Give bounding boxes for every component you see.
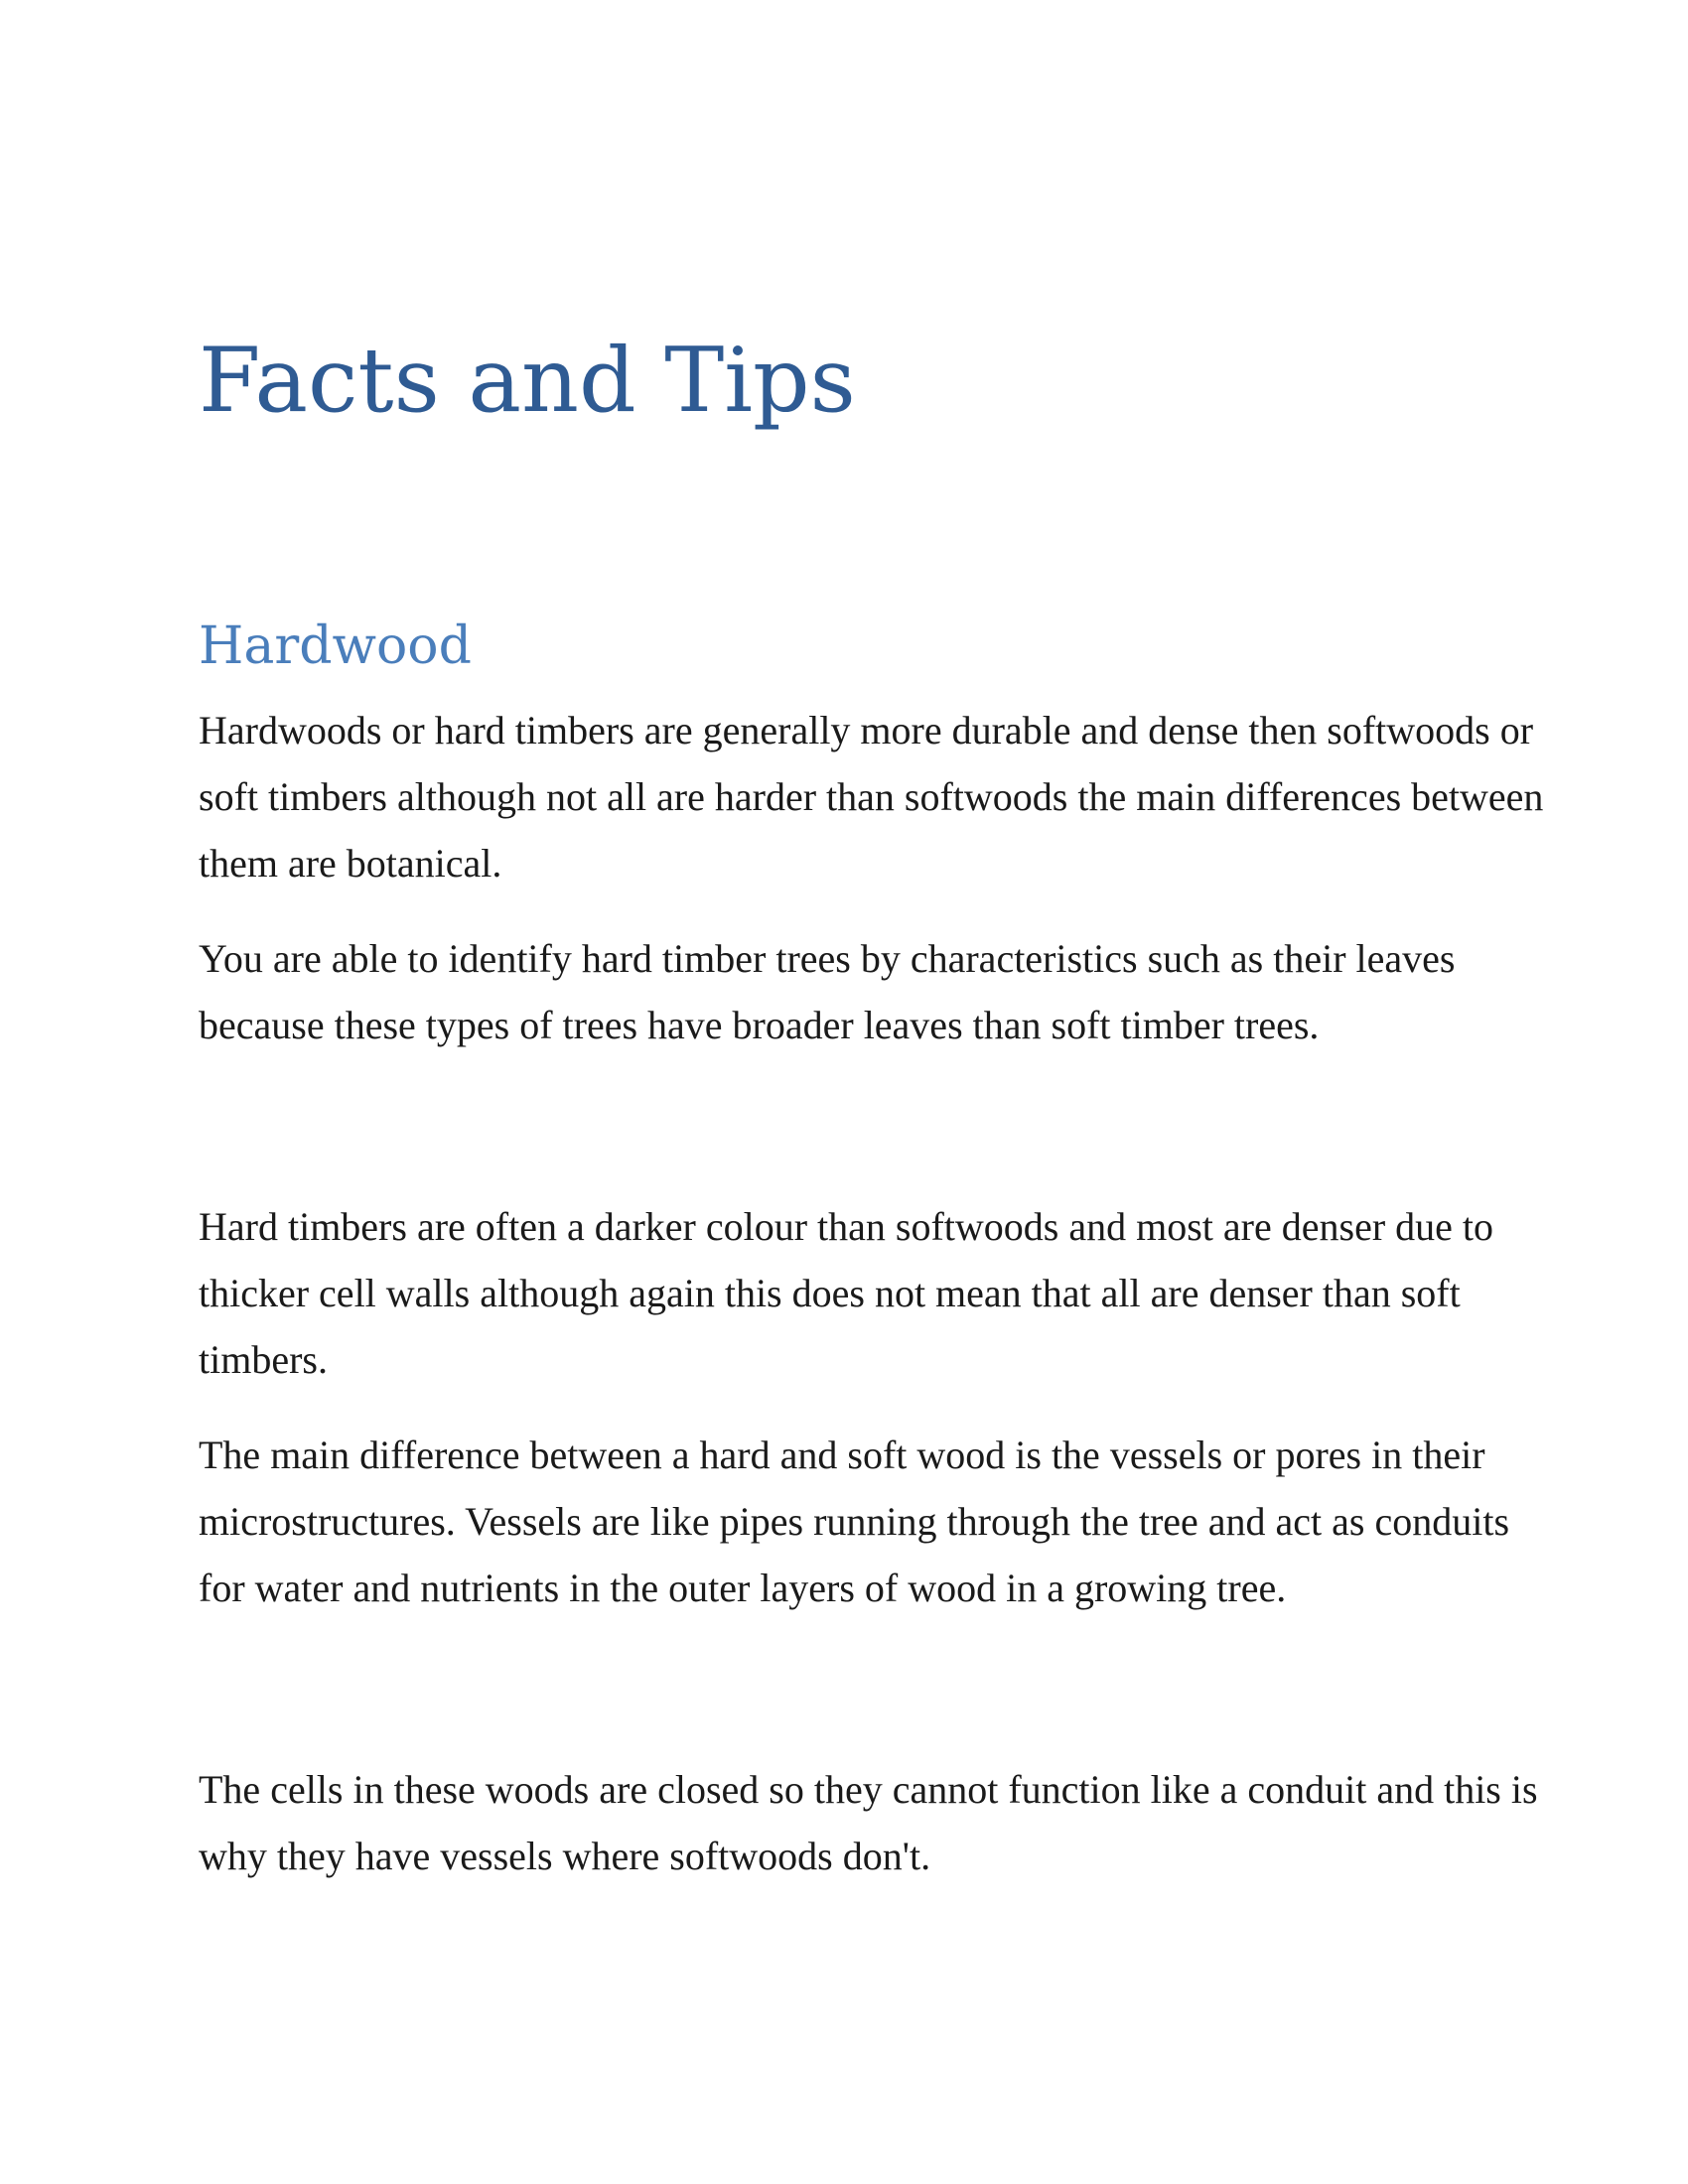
paragraph-durability: Hardwoods or hard timbers are generally more durable and dense then softwoods or soft timbers although not all are harder than softwoods the main differences between them are botanical.: [199, 708, 1544, 886]
paragraph-vessels: The main difference between a hard and soft wood is the vessels or pores in their microstructures. Vessels are like pipes running through the tree and act as conduits for water and nutrients in the outer layers of wood in a growing tree.: [199, 1433, 1510, 1610]
paragraph-leaves: You are able to identify hard timber trees by characteristics such as their leaves because these types of trees have broader leaves than soft timber trees.: [199, 936, 1456, 1047]
section-heading-hardwood: Hardwood: [199, 616, 472, 676]
page-title: Facts and Tips: [199, 329, 856, 433]
paragraph-colour-density: Hard timbers are often a darker colour than softwoods and most are denser due to thicker cell walls although again this does not mean that all are denser than soft timbers.: [199, 1204, 1494, 1382]
paragraph-cells: The cells in these woods are closed so they cannot function like a conduit and this is why they have vessels where softwoods don't.: [199, 1767, 1538, 1878]
